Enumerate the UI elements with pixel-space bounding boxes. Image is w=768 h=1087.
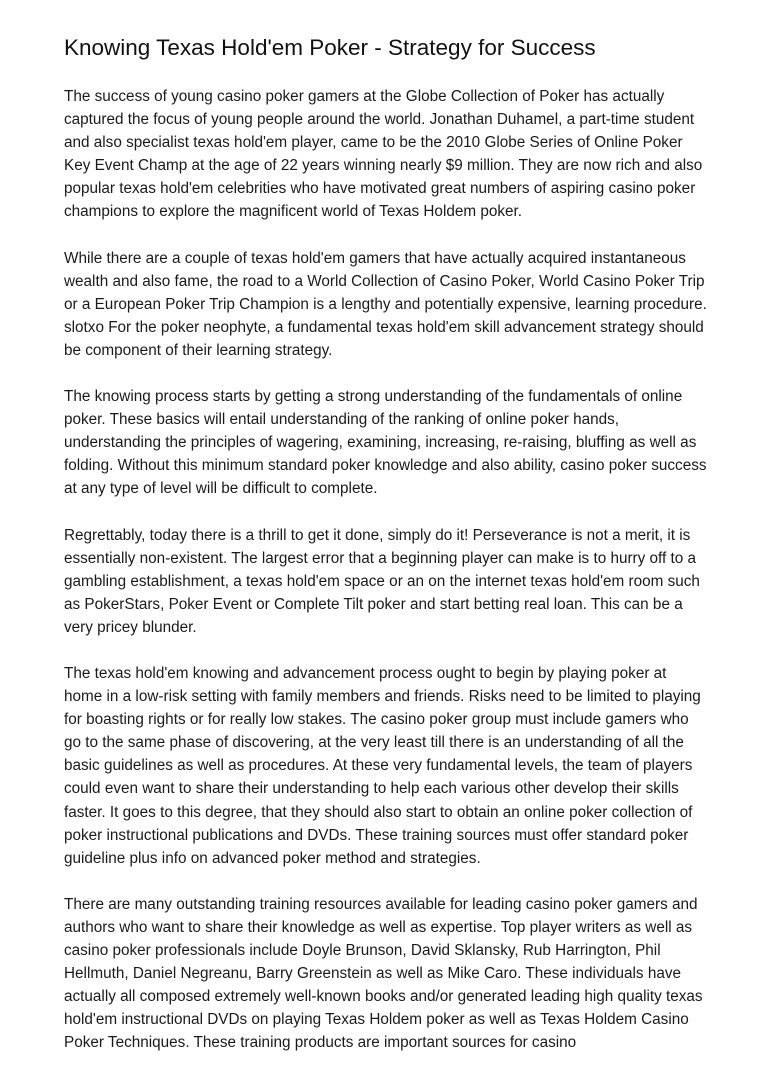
paragraph-1: The success of young casino poker gamers at the Globe Collection of Poker has actually captured the focus of young people around the world. Jonathan Duhamel, a part-time student and also specialist texas hold'em player, came to be the 2010 Globe Series of Online Poker Key Event Champ at the age of 22 years winning nearly $9 million. They are now rich and also popular texas hold'em celebrities who have motivated great numbers of aspiring casino poker champions to explore the magnificent world of Texas Holdem poker. xyxy=(64,88,703,221)
paragraph-5: The texas hold'em knowing and advancement process ought to begin by playing poker at home in a low-risk setting with family members and friends. Risks need to be limited to playing for boasting rights or for really low stakes. The casino poker group must include gamers who go to the same phase of discovering, at the very least till there is an understanding of all the basic guidelines as well as procedures. At these very fundamental levels, the team of players could even want to share their understanding to help each various other develop their skills faster. It goes to this degree, that they should also start to obtain an online poker collection of poker instructional publications and DVDs. These training sources must offer standard poker guideline plus info on advanced poker method and strategies. xyxy=(64,664,701,867)
page-title: Knowing Texas Hold'em Poker - Strategy for Success xyxy=(64,35,596,60)
paragraph-6: There are many outstanding training resources available for leading casino poker gamers and authors who want to share their knowledge as well as expertise. Top player writers as well as casino poker professionals include Doyle Brunson, David Sklansky, Rub Harrington, Phil Hellmuth, Daniel Negreanu, Barry Greenstein as well as Mike Caro. These individuals have actually all composed extremely well-known books and/or generated leading high quality texas hold'em instructional DVDs on playing Texas Holdem poker as well as Texas Holdem Casino Poker Techniques. These training products are important sources for casino xyxy=(64,895,703,1052)
paragraph-2: While there are a couple of texas hold'em gamers that have actually acquired instantaneous wealth and also fame, the road to a World Collection of Casino Poker, World Casino Poker Trip or a European Poker Trip Champion is a lengthy and potentially expensive, learning procedure. slotxo For the poker neophyte, a fundamental texas hold'em skill advancement strategy should be component of their learning strategy. xyxy=(64,249,707,359)
paragraph-4: Regrettably, today there is a thrill to get it done, simply do it! Perseverance is not a merit, it is essentially non-existent. The largest error that a beginning player can make is to hurry off to a gambling establishment, a texas hold'em space or an on the internet texas hold'em room such as PokerStars, Poker Event or Complete Tilt poker and start betting real loan. This can be a very pricey blunder. xyxy=(64,526,700,636)
paragraph-3: The knowing process starts by getting a strong understanding of the fundamentals of online poker. These basics will entail understanding of the ranking of online poker hands, understanding the principles of wagering, examining, increasing, re-raising, bluffing as well as folding. Without this minimum standard poker knowledge and also ability, casino poker success at any type of level will be difficult to complete. xyxy=(64,388,707,498)
